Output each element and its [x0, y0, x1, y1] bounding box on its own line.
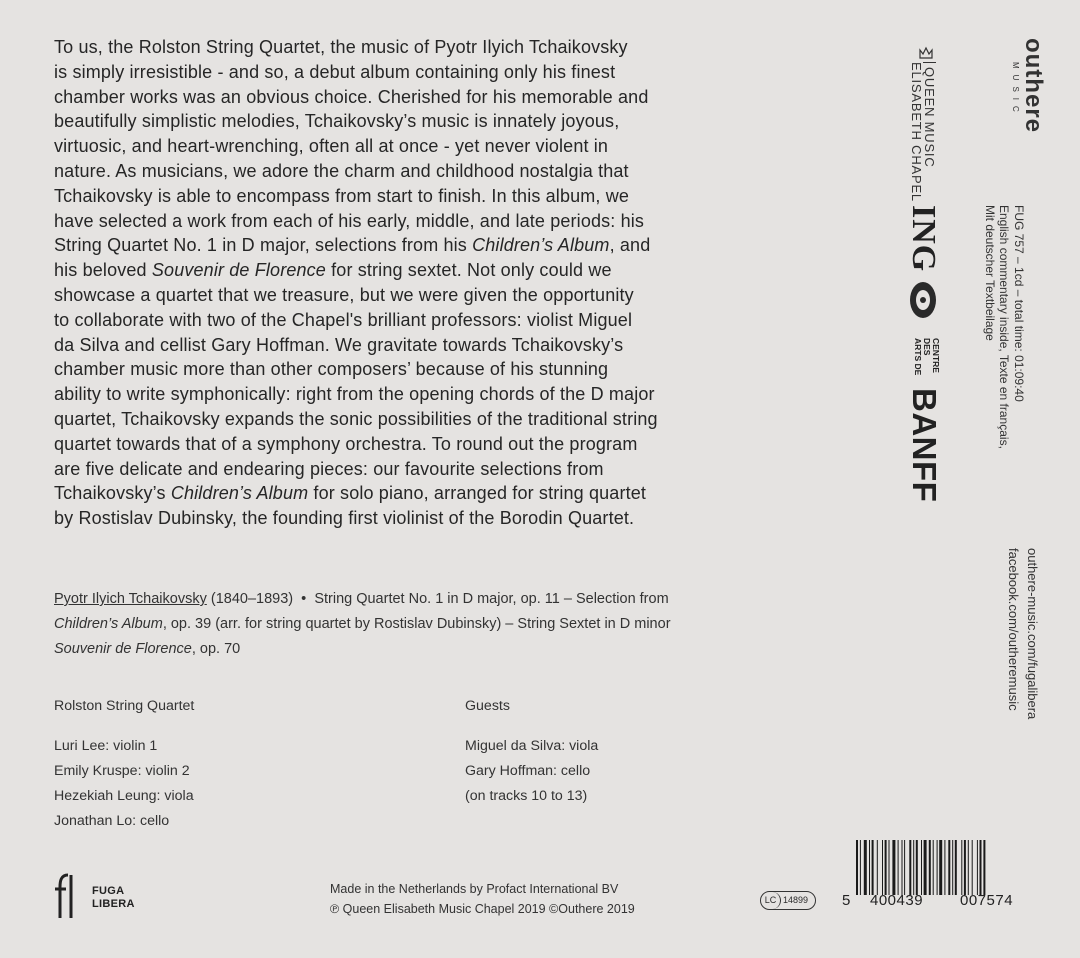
- musician: Jonathan Lo: cello: [54, 813, 170, 829]
- barcode-bar: [980, 840, 982, 895]
- credits-row: [54, 638, 734, 663]
- outhere-wordmark: outhere: [1020, 38, 1047, 134]
- lc-label: LC: [761, 892, 781, 909]
- guest-musician: Miguel da Silva: viola: [465, 738, 599, 754]
- barcode-bar: [916, 840, 918, 895]
- barcode-bar: [882, 840, 883, 895]
- liner-line: beautifully simplistic melodies, Tchaikovsky’s music is innately joyous,: [54, 111, 620, 132]
- barcode-bar: [898, 840, 899, 895]
- barcode-bar: [872, 840, 874, 895]
- barcode-bar: [924, 840, 927, 895]
- outhere-sub: MUSIC: [1011, 62, 1020, 118]
- liner-line: to collaborate with two of the Chapel's brilliant professors: violist Miguel: [54, 309, 633, 330]
- barcode-bar: [972, 840, 973, 895]
- liner-text: for solo piano, arranged for string quartet: [308, 483, 647, 504]
- album-title: Children’s Album: [170, 483, 309, 504]
- barcode-bar: [860, 840, 861, 895]
- barcode-digits: 400439: [870, 892, 924, 909]
- qemc-line: QUEEN MUSIC: [923, 62, 936, 202]
- barcode-bar: [968, 840, 969, 895]
- barcode-bar: [892, 840, 895, 895]
- liner-text: for string sextet. Not only could we: [325, 260, 612, 281]
- musician: Luri Lee: violin 1: [54, 738, 158, 754]
- barcode-bar: [977, 840, 978, 895]
- musician: Emily Kruspe: violin 2: [54, 763, 190, 779]
- musician: Hezekiah Leung: viola: [54, 788, 194, 804]
- barcode-bar: [944, 840, 945, 895]
- barcode-bar: [983, 840, 985, 895]
- liner-text: his beloved: [54, 260, 152, 281]
- spec-line: FUG 757 – 1cd – total time: 01:09:40: [1012, 205, 1026, 402]
- album-title: Children’s Album: [54, 616, 163, 632]
- liner-text: String Quartet No. 1 in D major, selections from his: [54, 235, 473, 256]
- liner-line: da Silva and cellist Gary Hoffman. We gravitate towards Tchaikovsky’s: [54, 334, 624, 355]
- quartet-column: [54, 696, 194, 836]
- barcode-bar: [869, 840, 870, 895]
- liner-text: Tchaikovsky’s: [54, 483, 171, 504]
- barcode-bar: [933, 840, 934, 895]
- barcode-bar: [964, 840, 966, 895]
- queen-elisabeth-chapel-logo: [910, 62, 936, 202]
- barcode-bar: [885, 840, 887, 895]
- barcode-bar: [877, 840, 878, 895]
- liner-line: [54, 233, 714, 258]
- liner-line: is simply irresistible - and so, a debut album containing only his finest: [54, 61, 616, 82]
- liner-text: , and: [609, 235, 651, 256]
- barcode-digits: 007574: [960, 892, 1014, 909]
- libera-line: LIBERA: [92, 898, 135, 910]
- credits-text: , op. 70: [191, 641, 241, 657]
- qemc-line: ELISABETH CHAPEL: [909, 62, 924, 202]
- barcode-bar: [856, 840, 858, 895]
- barcode-bar: [929, 840, 931, 895]
- barcode-bar: [913, 840, 914, 895]
- liner-line: quartet towards that of a symphony orchestra. To round out the program: [54, 433, 638, 454]
- barcode-bar: [889, 840, 890, 895]
- composer-dates: (1840–1893): [206, 591, 294, 607]
- quartet-heading: Rolston String Quartet: [54, 698, 195, 714]
- liner-line: To us, the Rolston String Quartet, the music of Pyotr Ilyich Tchaikovsky: [54, 37, 628, 57]
- credits-row: [54, 613, 734, 638]
- facebook-url: facebook.com/outheremusic: [1006, 548, 1021, 711]
- banff-centre-logo: [913, 338, 940, 375]
- composer-name: Pyotr Ilyich Tchaikovsky: [54, 591, 207, 607]
- liner-line: showcase a quartet that we treasure, but we were given the opportunity: [54, 284, 634, 305]
- liner-line: nature. As musicians, we adore the charm and childhood nostalgia that: [54, 160, 629, 181]
- copyright-line: ℗ Queen Elisabeth Music Chapel 2019 ©Outhere 2019: [330, 902, 635, 916]
- barcode-bar: [864, 840, 867, 895]
- ing-logo: [906, 205, 940, 272]
- credits-text: , op. 39 (arr. for string quartet by Rostislav Dubinsky) – String Sextet in D minor: [162, 616, 671, 632]
- fuga-libera-wordmark: [92, 885, 135, 911]
- lc-number: 14899: [783, 895, 809, 905]
- liner-line: quartet, Tchaikovsky expands the sonic possibilities of the traditional string: [54, 408, 658, 429]
- banff-small-line: DES: [922, 338, 932, 356]
- barcode-bar: [961, 840, 962, 895]
- barcode-bar: [921, 840, 922, 895]
- barcode-bar: [902, 840, 903, 895]
- web-links: [1004, 548, 1042, 719]
- credits-text: String Quartet No. 1 in D major, op. 11 – Selection from: [314, 591, 669, 607]
- fuga-libera-logo-icon: [52, 873, 78, 920]
- outhere-url: outhere-music.com/fugalibera: [1025, 548, 1040, 720]
- liner-line: [54, 258, 714, 283]
- bullet-separator: •: [293, 591, 315, 607]
- credits-row: [54, 588, 734, 613]
- liner-line: chamber music more than other composers’ because of his stunning: [54, 359, 609, 380]
- guest-musician: Gary Hoffman: cello: [465, 763, 591, 779]
- guests-column: [465, 696, 598, 811]
- barcode-bar: [948, 840, 950, 895]
- crown-icon: [918, 46, 934, 60]
- barcode-bar: [955, 840, 957, 895]
- barcode-bar: [952, 840, 953, 895]
- liner-line: have selected a work from each of his early, middle, and late periods: his: [54, 210, 645, 231]
- barcode-bar: [904, 840, 905, 895]
- work-title: Souvenir de Florence: [54, 641, 192, 657]
- barcode-bar: [909, 840, 911, 895]
- ing-wordmark: ING: [905, 205, 942, 273]
- barcode-icon: [856, 840, 1026, 895]
- album-title: Children’s Album: [472, 235, 610, 256]
- spec-line: English commentary inside, Texte en français,: [997, 205, 1012, 449]
- banff-wordmark: BANFF: [906, 388, 943, 503]
- release-specs: [983, 205, 1027, 449]
- outhere-logo: [1010, 38, 1046, 133]
- liner-line: are five delicate and endearing pieces: our favourite selections from: [54, 458, 604, 479]
- fuga-line: FUGA: [92, 885, 125, 897]
- liner-line: [54, 481, 714, 506]
- liner-line: Tchaikovsky is able to encompass from start to finish. In this album, we: [54, 185, 630, 206]
- liner-notes-paragraph: [54, 35, 714, 531]
- barcode-bar: [937, 840, 938, 895]
- made-in-line: Made in the Netherlands by Profact International BV: [330, 882, 619, 896]
- liner-line: chamber works was an obvious choice. Cherished for his memorable and: [54, 86, 649, 107]
- label-code-badge: [760, 891, 816, 910]
- barcode-bar: [939, 840, 942, 895]
- barcode-digit: 5: [842, 892, 851, 909]
- spec-line: Mit deutscher Textbeilage: [983, 205, 997, 341]
- manufacturing-info: [330, 879, 635, 919]
- work-title: Souvenir de Florence: [151, 260, 326, 281]
- guests-heading: Guests: [465, 698, 510, 714]
- banff-small-line: ARTS DE: [913, 338, 923, 376]
- program-credits: [54, 588, 734, 663]
- guest-note: (on tracks 10 to 13): [465, 788, 588, 804]
- banff-small-line: CENTRE: [931, 338, 941, 373]
- lion-emblem-icon: [906, 278, 940, 322]
- liner-line: ability to write symphonically: right from the opening chords of the D major: [54, 384, 655, 405]
- liner-line: by Rostislav Dubinsky, the founding first violinist of the Borodin Quartet.: [54, 508, 635, 529]
- liner-line: virtuosic, and heart-wrenching, often all at once - yet never violent in: [54, 136, 609, 157]
